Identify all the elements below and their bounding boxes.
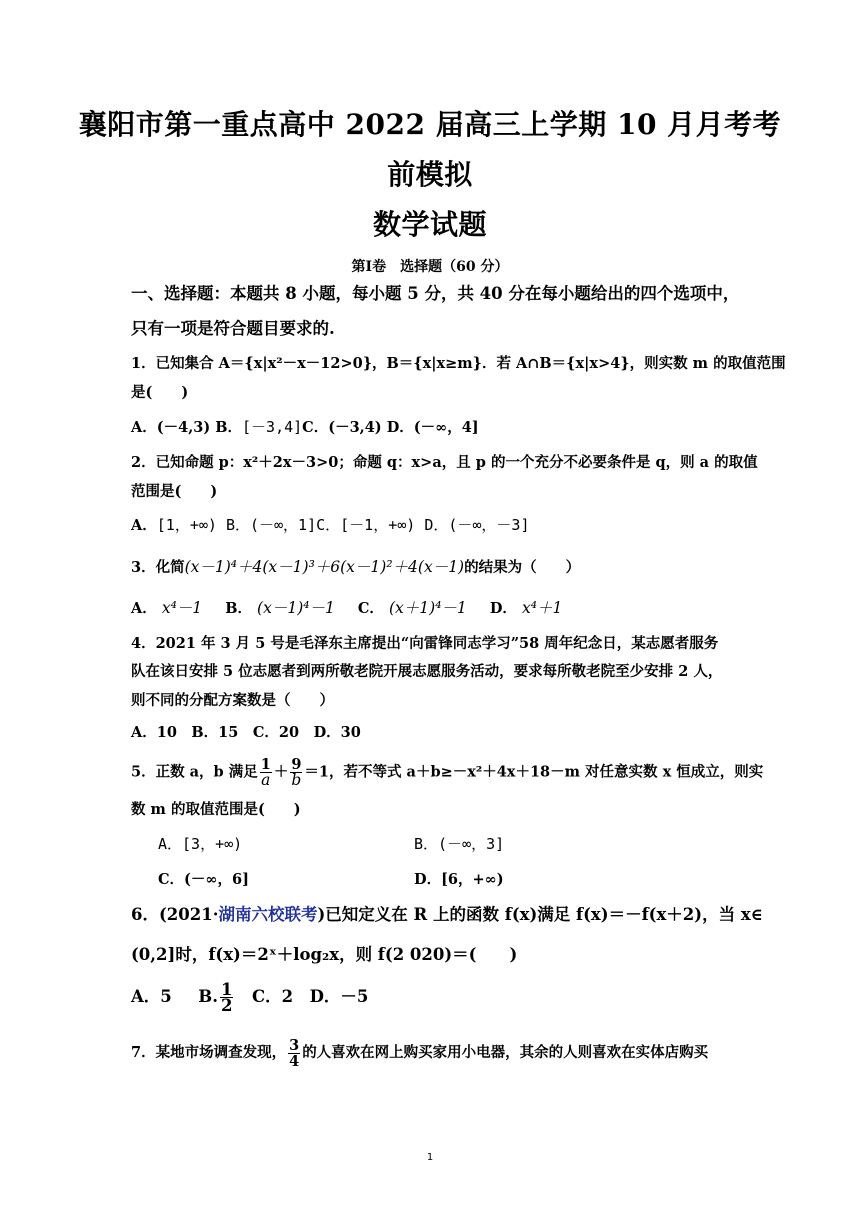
- q5-plus: ＋: [273, 763, 289, 781]
- q3-option-c: (x＋1)⁴－1: [389, 599, 467, 617]
- section-instructions-line1: 一、选择题：本题共 8 小题，每小题 5 分，共 40 分在每小题给出的四个选项中，: [131, 284, 740, 303]
- q5-option-d: D．[6，+∞): [414, 871, 504, 888]
- page-number: 1: [426, 1152, 434, 1163]
- q6-option-b-den: 2: [221, 996, 233, 1015]
- q7-prefix: 7．某地市场调查发现，: [131, 1044, 287, 1061]
- q5-stem-line2: 数 m 的取值范围是( ): [131, 801, 301, 818]
- q5-option-b-text: B．(－∞，3]: [414, 835, 505, 853]
- q3-option-b-label: B．: [225, 600, 252, 617]
- q5-prefix: 5．正数 a，b 满足: [131, 763, 258, 781]
- q4-options: A．10 B．15 C．20 D．30: [131, 724, 361, 741]
- section-instructions-line2: 只有一项是符合题目要求的.: [131, 319, 335, 338]
- q5-fraction-2-num: 9: [291, 756, 302, 773]
- q3-option-d-label: D．: [489, 600, 517, 617]
- q6-option-b-num: 1: [221, 980, 233, 999]
- q1-option-a: A．(－4,3) B．: [131, 419, 243, 436]
- q1-stem-line2: 是( ): [131, 384, 189, 401]
- q5-fraction-2: [290, 757, 302, 788]
- q1-option-b: [－3,4]: [242, 418, 303, 436]
- q3-stem-suffix: 的结果为（ ）: [464, 559, 581, 576]
- q3-option-c-label: C．: [357, 600, 384, 617]
- q5-fraction-1-num: 1: [260, 756, 271, 773]
- q6-options: [131, 982, 368, 1013]
- q5-fraction-2-den: b: [291, 771, 302, 789]
- q3-option-a-label: A．: [131, 600, 157, 617]
- q7-fraction-den: 4: [289, 1052, 300, 1070]
- part-heading: 第Ⅰ卷 选择题（60 分）: [351, 259, 509, 275]
- q4-stem-line2: 队在该日安排 5 位志愿者到两所敬老院开展志愿服务活动，要求每所敬老院至少安排 2 人，: [131, 663, 723, 680]
- q3-stem: [131, 557, 580, 578]
- q5-option-a: [158, 834, 242, 855]
- q3-options: [131, 598, 562, 619]
- q5-option-b: [414, 834, 504, 855]
- q3-option-d: x⁴＋1: [521, 599, 563, 617]
- exam-title-line3: 数学试题: [372, 208, 487, 241]
- q6-suffix: )已知定义在 R 上的函数 f(x)满足 f(x)＝－f(x＋2)，当 x∈: [317, 905, 763, 924]
- exam-title-line1: 襄阳市第一重点高中 2022 届高三上学期 10 月月考考: [78, 108, 782, 141]
- q2-option-a-label: A．: [131, 517, 157, 534]
- q1-option-cd: C．(－3,4) D．(－∞，4]: [302, 419, 479, 436]
- q6-stem-line1: [131, 905, 763, 925]
- q6-options-rest: C．2 D．－5: [235, 987, 369, 1006]
- q7-suffix: 的人喜欢在网上购买家用小电器，其余的人则喜欢在实体店购买: [302, 1044, 709, 1061]
- q6-source: 湖南六校联考: [218, 905, 318, 924]
- q4-stem-line1: 4．2021 年 3 月 5 号是毛泽东主席提出“向雷锋同志学习”58 周年纪念日，某志愿者服务: [131, 635, 719, 652]
- q2-stem-line2: 范围是( ): [131, 483, 218, 500]
- q3-option-b: (x－1)⁴－1: [257, 599, 335, 617]
- q4-stem-line3: 则不同的分配方案数是（ ）: [131, 692, 334, 709]
- q5-fraction-1-den: a: [261, 771, 271, 789]
- q6-stem-line2: (0,2]时，f(x)＝2ˣ＋log₂x，则 f(2 020)＝( ): [131, 945, 518, 964]
- q1-stem-line1: 1．已知集合 A＝{x|x²－x－12>0}，B＝{x|x≥m}．若 A∩B＝{x|x>4}，则实数 m 的取值范围: [131, 355, 786, 372]
- q6-option-a: A．5: [131, 987, 189, 1006]
- q6-option-b-fraction: [220, 982, 233, 1013]
- q3-option-a: x⁴－1: [161, 599, 203, 617]
- q7-stem-line1: [131, 1036, 708, 1070]
- q6-prefix: 6．(2021·: [131, 905, 219, 924]
- q2-options: [131, 515, 529, 536]
- q6-option-b-label: B.: [198, 987, 218, 1006]
- q3-stem-prefix: 3．化简: [131, 559, 185, 576]
- q5-option-a-text: A．[3，+∞): [158, 835, 243, 853]
- q5-fraction-1: [260, 757, 272, 788]
- q1-options: [131, 417, 479, 438]
- q2-stem-line1: 2．已知命题 p：x²＋2x－3>0；命题 q：x>a，且 p 的一个充分不必要条件是 q，则 a 的取值: [131, 454, 758, 471]
- exam-title-line2: 前模拟: [387, 158, 473, 191]
- q2-options-text: [1，+∞) B．(－∞，1]C．[－1，+∞) D．(－∞，－3]: [156, 516, 530, 534]
- q5-option-c: C．(－∞，6]: [158, 871, 249, 888]
- q7-fraction-num: 3: [289, 1036, 300, 1054]
- q3-expression: (x－1)⁴＋4(x－1)³＋6(x－1)²＋4(x－1): [184, 558, 465, 576]
- q7-fraction: [288, 1038, 300, 1069]
- q5-stem-line1: [131, 757, 763, 788]
- q5-suffix: ＝1，若不等式 a＋b≥－x²＋4x＋18－m 对任意实数 x 恒成立，则实: [304, 763, 764, 781]
